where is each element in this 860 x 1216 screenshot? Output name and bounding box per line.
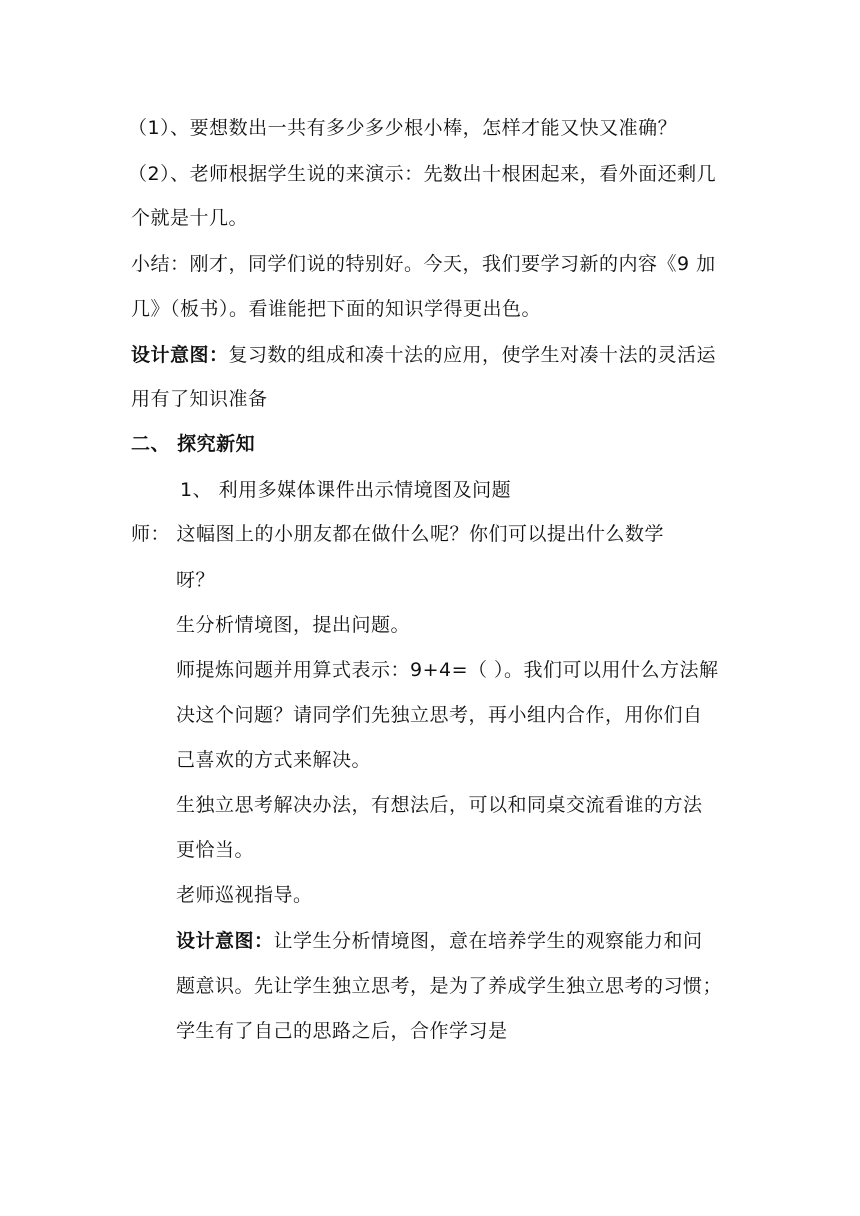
text-line: 师提炼问题并用算式表示：9+4=（ ）。我们可以用什么方法解 (176, 659, 719, 681)
subsection-heading: 1、 利用多媒体课件出示情境图及问题 (180, 479, 512, 501)
design-intent-line (176, 929, 703, 953)
text-line: 呀？ (176, 569, 216, 591)
text-line: 学生有了自己的思路之后，合作学习是 (176, 1020, 508, 1042)
text-line: 几》（板书）。看谁能把下面的知识学得更出色。 (131, 298, 542, 320)
text-line: 老师巡视指导。 (176, 884, 313, 906)
text-line: 己喜欢的方式来解决。 (176, 749, 372, 771)
text-line: 个就是十几。 (131, 207, 249, 229)
text-line: （1）、要想数出一共有多少多少根小棒，怎样才能又快又准确？ (128, 117, 678, 139)
text-line: 题意识。先让学生独立思考，是为了养成学生独立思考的习惯； (176, 975, 723, 997)
design-intent-label: 设计意图： (176, 930, 274, 952)
text-line: 生独立思考解决办法，有想法后，可以和同桌交流看谁的方法 (176, 794, 703, 816)
text-line: 决这个问题？请同学们先独立思考，再小组内合作，用你们自 (176, 704, 703, 726)
section-heading: 二、 探究新知 (131, 433, 256, 455)
design-intent-text: 让学生分析情境图，意在培养学生的观察能力和问 (273, 930, 703, 952)
text-line: 小结：刚才，同学们说的特别好。今天，我们要学习新的内容《9 加 (131, 253, 716, 275)
text-line: （2）、老师根据学生说的来演示：先数出十根困起来，看外面还剩几 (128, 163, 717, 185)
text-line: 生分析情境图，提出问题。 (176, 614, 411, 636)
text-line: 师： 这幅图上的小朋友都在做什么呢？你们可以提出什么数学 (131, 523, 665, 545)
design-intent-line (131, 343, 716, 367)
text-line: 更恰当。 (176, 839, 255, 861)
design-intent-text: 复习数的组成和凑十法的应用，使学生对凑十法的灵活运 (228, 344, 717, 366)
design-intent-label: 设计意图： (131, 344, 229, 366)
text-line: 用有了知识准备 (131, 388, 268, 410)
